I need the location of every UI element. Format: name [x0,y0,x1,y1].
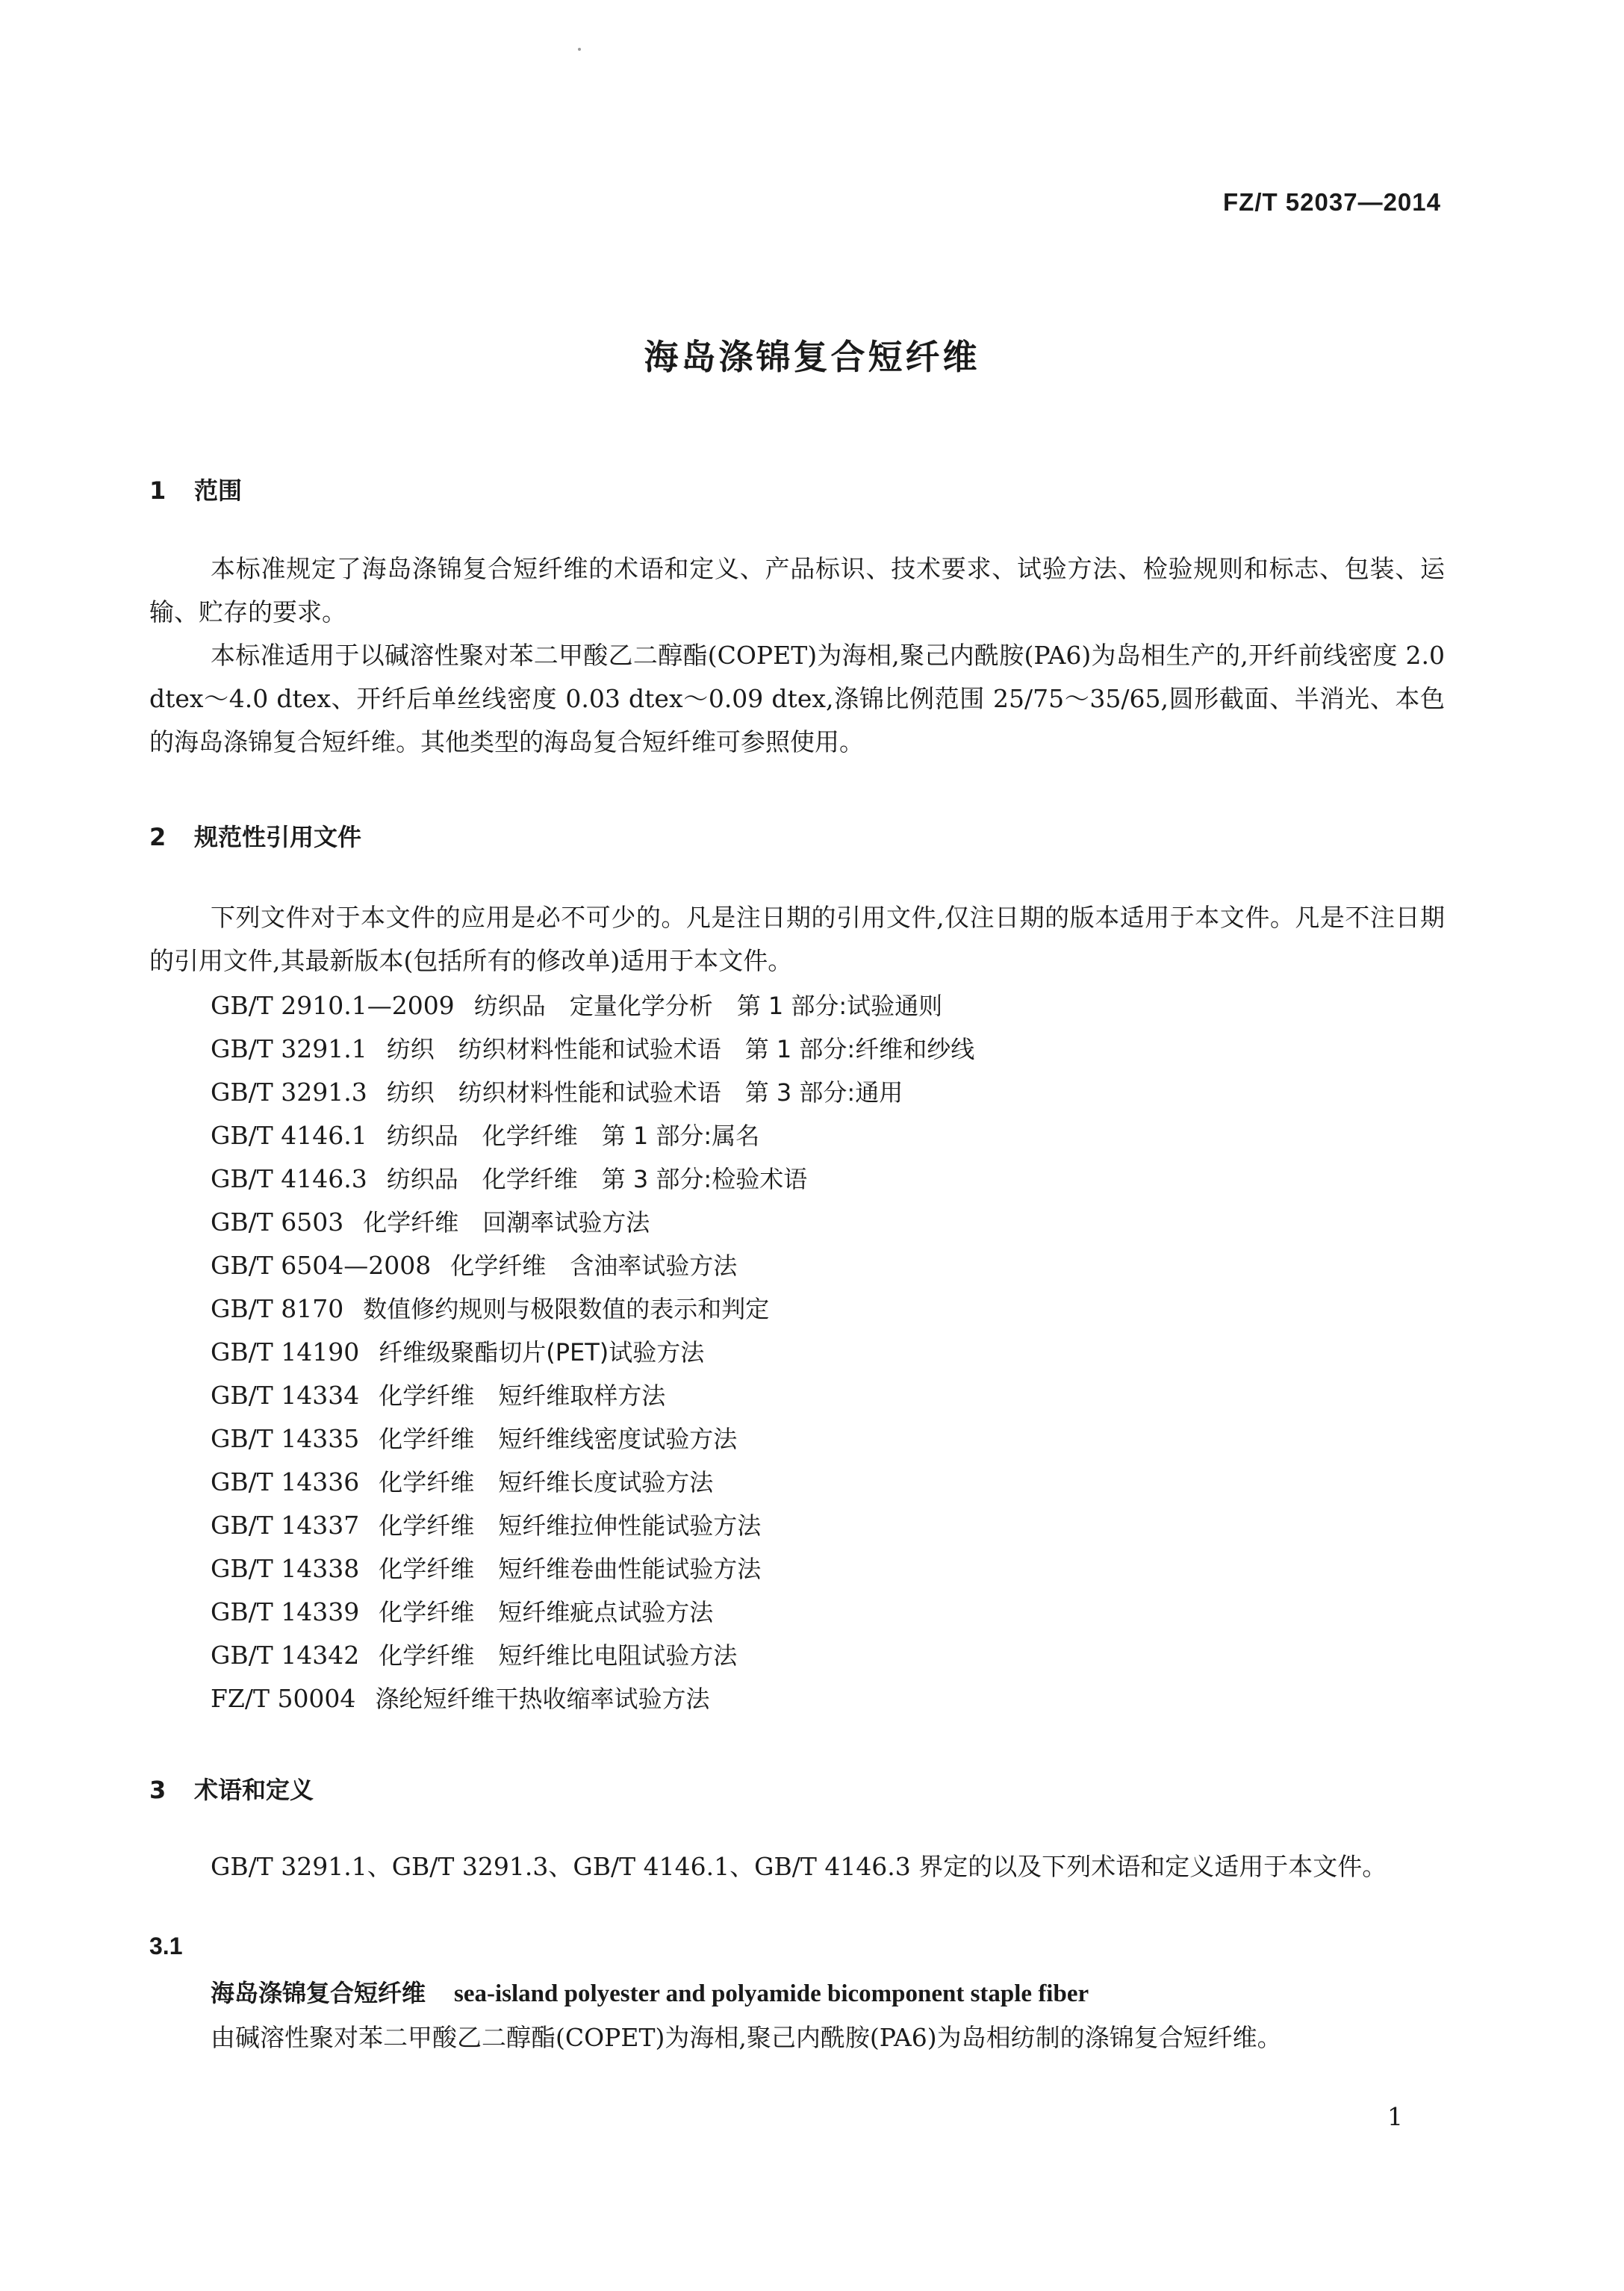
reference-code: GB/T 14334 [211,1381,360,1410]
section-3-number: 3 [149,1776,167,1804]
reference-item [211,1028,974,1071]
reference-code: GB/T 14335 [211,1424,360,1453]
reference-title: 纺织品 化学纤维 第 3 部分:检验术语 [386,1165,808,1193]
section-2-number: 2 [149,823,167,851]
reference-code: FZ/T 50004 [211,1684,356,1713]
term-definition: 由碱溶性聚对苯二甲酸乙二醇酯(COPET)为海相,聚己内酰胺(PA6)为岛相纺制的涤锦复合短纤维。 [211,2023,1282,2052]
reference-item [211,1677,974,1720]
reference-item [211,1114,974,1157]
reference-item [211,1417,974,1461]
reference-item [211,1157,974,1201]
reference-item [211,1504,974,1547]
reference-code: GB/T 3291.3 [211,1078,367,1107]
reference-code: GB/T 6504—2008 [211,1251,432,1280]
reference-title: 纺织 纺织材料性能和试验术语 第 1 部分:纤维和纱线 [386,1035,975,1063]
section-2-title: 规范性引用文件 [194,823,362,851]
section-2-intro: 下列文件对于本文件的应用是必不可少的。凡是注日期的引用文件,仅注日期的版本适用于本文件。凡是不注日期的引用文件,其最新版本(包括所有的修改单)适用于本文件。 [149,903,1445,975]
reference-title: 化学纤维 短纤维疵点试验方法 [379,1598,714,1626]
section-3-title: 术语和定义 [194,1776,314,1804]
section-3-heading [149,1771,314,1806]
document-title: 海岛涤锦复合短纤维 [644,337,980,377]
term-entry [211,1971,1089,2015]
reference-code: GB/T 4146.1 [211,1121,367,1150]
reference-code: GB/T 6503 [211,1207,344,1237]
reference-item [211,1071,974,1114]
reference-title: 数值修约规则与极限数值的表示和判定 [363,1295,770,1323]
term-chinese: 海岛涤锦复合短纤维 [211,1979,426,2007]
reference-code: GB/T 3291.1 [211,1034,367,1063]
reference-title: 化学纤维 短纤维卷曲性能试验方法 [379,1555,762,1583]
reference-title: 化学纤维 短纤维长度试验方法 [379,1468,714,1496]
section-2-heading [149,818,361,853]
reference-title: 化学纤维 含油率试验方法 [450,1252,738,1280]
reference-code: GB/T 2910.1—2009 [211,991,455,1020]
section-1-paragraph-1: 本标准规定了海岛涤锦复合短纤维的术语和定义、产品标识、技术要求、试验方法、检验规则和标志、包装、运输、贮存的要求。 [149,554,1445,627]
reference-title: 化学纤维 短纤维线密度试验方法 [379,1425,738,1453]
reference-item [211,1201,974,1244]
reference-title: 化学纤维 短纤维拉伸性能试验方法 [379,1511,762,1540]
reference-item [211,1591,974,1634]
reference-item [211,1244,974,1287]
standard-number: FZ/T 52037—2014 [1223,188,1441,216]
section-1-paragraph-2: 本标准适用于以碱溶性聚对苯二甲酸乙二醇酯(COPET)为海相,聚己内酰胺(PA6)为岛相生产的,开纤前线密度 2.0 dtex～4.0 dtex、开纤后单丝线密度 0.03 dtex～0.09 dtex,涤锦比例范围 25/75～35/65,圆形截面、半消光、本色的海岛涤锦复合短纤维。其他类型的海岛复合短纤维可参照使用。 [149,641,1445,756]
reference-code: GB/T 14339 [211,1597,360,1626]
reference-title: 化学纤维 短纤维取样方法 [379,1381,666,1410]
section-1-number: 1 [149,476,167,505]
term-number: 3.1 [149,1933,183,1959]
reference-item [211,1287,974,1331]
term-english: sea-island polyester and polyamide bicomponent staple fiber [454,1980,1089,2007]
section-1-heading [149,472,242,506]
reference-code: GB/T 14342 [211,1641,360,1670]
reference-code: GB/T 4146.3 [211,1164,367,1193]
reference-item [211,1461,974,1504]
reference-code: GB/T 8170 [211,1294,344,1323]
reference-title: 纤维级聚酯切片(PET)试验方法 [379,1338,705,1367]
reference-title: 纺织 纺织材料性能和试验术语 第 3 部分:通用 [386,1078,903,1107]
reference-code: GB/T 14336 [211,1467,360,1496]
reference-list [211,984,974,1720]
reference-title: 化学纤维 回潮率试验方法 [363,1208,650,1237]
reference-item [211,1634,974,1677]
reference-item [211,1331,974,1374]
reference-code: GB/T 14190 [211,1337,360,1367]
reference-title: 纺织品 定量化学分析 第 1 部分:试验通则 [473,992,943,1020]
reference-code: GB/T 14338 [211,1554,360,1583]
reference-item [211,1547,974,1591]
page-number: 1 [1387,2102,1403,2131]
reference-item [211,1374,974,1417]
reference-code: GB/T 14337 [211,1511,360,1540]
reference-title: 纺织品 化学纤维 第 1 部分:属名 [386,1122,760,1150]
reference-item [211,984,974,1028]
section-1-title: 范围 [194,476,243,505]
section-3-intro: GB/T 3291.1、GB/T 3291.3、GB/T 4146.1、GB/T 4146.3 界定的以及下列术语和定义适用于本文件。 [211,1852,1387,1881]
reference-title: 化学纤维 短纤维比电阻试验方法 [379,1641,738,1670]
scan-speck [578,48,581,51]
reference-title: 涤纶短纤维干热收缩率试验方法 [375,1685,710,1713]
